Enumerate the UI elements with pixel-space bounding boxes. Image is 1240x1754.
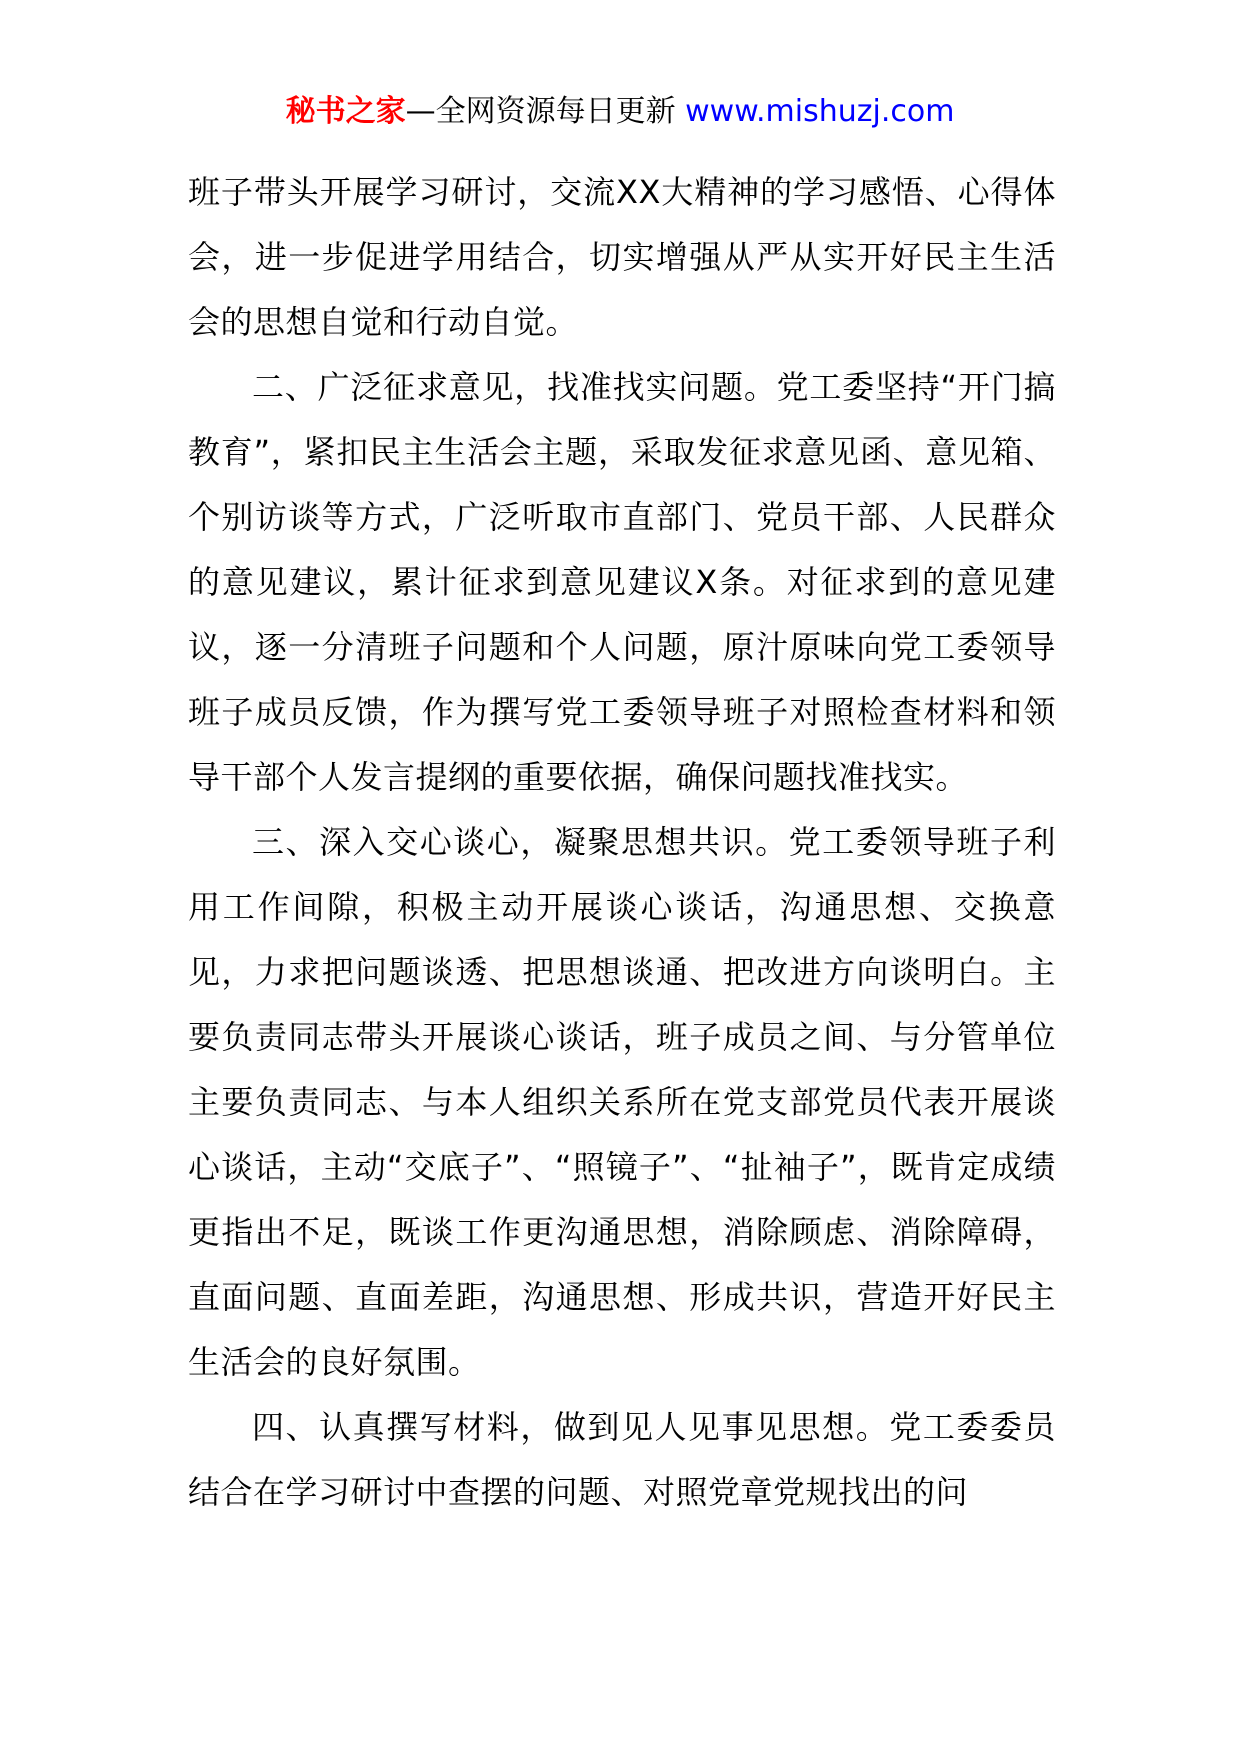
paragraph-section-two: 二、广泛征求意见，找准找实问题。党工委坚持“开门搞教育”，紧扣民主生活会主题，采取发征求意见函、意见箱、个别访谈等方式，广泛听取市直部门、党员干部、人民群众的意见建议，累计征求到意见建议X条。对征求到的意见建议，逐一分清班子问题和个人问题，原汁原味向党工委领导班子成员反馈，作为撰写党工委领导班子对照检查材料和领导干部个人发言提纲的重要依据，确保问题找准找实。 [188, 368, 1056, 796]
site-url-link[interactable]: www.mishuzj.com [685, 94, 955, 129]
paragraph-continued: 班子带头开展学习研讨，交流XX大精神的学习感悟、心得体会，进一步促进学用结合，切实增强从严从实开好民主生活会的思想自觉和行动自觉。 [188, 173, 1056, 341]
site-header [0, 92, 1240, 132]
site-tagline: —全网资源每日更新 [405, 94, 676, 129]
site-brand: 秘书之家 [285, 94, 406, 129]
paragraph-section-four: 四、认真撰写材料，做到见人见事见思想。党工委委员结合在学习研讨中查摆的问题、对照党章党规找出的问 [188, 1408, 1056, 1511]
document-body [188, 160, 1056, 1525]
paragraph-section-three: 三、深入交心谈心，凝聚思想共识。党工委领导班子利用工作间隙，积极主动开展谈心谈话，沟通思想、交换意见，力求把问题谈透、把思想谈通、把改进方向谈明白。主要负责同志带头开展谈心谈话，班子成员之间、与分管单位主要负责同志、与本人组织关系所在党支部党员代表开展谈心谈话，主动“交底子”、“照镜子”、“扯袖子”，既肯定成绩更指出不足，既谈工作更沟通思想，消除顾虑、消除障碍，直面问题、直面差距，沟通思想、形成共识，营造开好民主生活会的良好氛围。 [188, 823, 1056, 1381]
